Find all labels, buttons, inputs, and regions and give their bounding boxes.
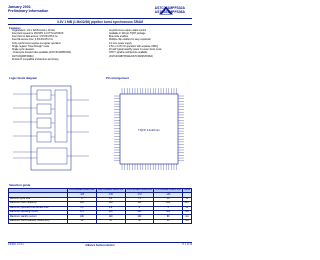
table-cell: 166: [68, 202, 97, 206]
table-cell: 475: [68, 210, 97, 214]
speed-grade-header: -166: [68, 193, 97, 197]
table-cell: 425: [125, 210, 154, 214]
table-cell: 100: [154, 202, 183, 206]
table-cell: ns: [183, 197, 192, 201]
feature-left-item: Fast OE access time: 3.5/3.8/4.0/5.0 ns: [12, 39, 53, 42]
table-cell: 110: [96, 215, 125, 219]
table-cell: mA: [183, 215, 192, 219]
table-cell: 30: [125, 219, 154, 223]
part-number-36a: AS7C331MPFS36A: [154, 10, 185, 14]
table-cell: MHz: [183, 202, 192, 206]
footer-rule: [8, 242, 192, 243]
features-list-right: [106, 30, 197, 59]
table-cell: 450: [96, 210, 125, 214]
feature-left-item: Pentium® compatible architecture and timing: [12, 58, 59, 61]
feature-left-item: Fast clock to data access: 3.5/3.8/4.0/5.0 ns: [12, 36, 58, 38]
header-block: [8, 5, 48, 14]
document-subtitle: 3.3V 1 MB (1 Mx32/36) pipeline burst synchronous SRAM: [56, 19, 144, 24]
table-cell: 6: [68, 197, 97, 201]
row-label: Maximum clock frequency: [9, 202, 68, 206]
footer-page: P. 1 of 19: [182, 243, 192, 246]
table-cell: 7.5: [125, 197, 154, 201]
row-label: Maximum CMOS standby current (DC): [9, 219, 68, 223]
table-cell: 30: [68, 219, 97, 223]
feature-right-item: 2.5V or 3.3V I/O operation with separate VDDQ: [109, 45, 158, 48]
chip-package-label: TQFP 14x20mm: [138, 128, 160, 132]
feature-right-item: Asynchronous output enable control: [109, 29, 147, 32]
pin-arrangement-title: Pin arrangement: [106, 76, 129, 80]
table-cell: 30: [96, 219, 125, 223]
feature-right-item: (AS7C331MNTD32A/AS7C331MNTD36A): [109, 55, 153, 58]
features-heading: Features: [9, 25, 21, 30]
feature-left-item: Fast clock speeds to 166 MHz in LVTTL/LVCMOS: [12, 32, 64, 35]
features-list-left: [9, 30, 100, 63]
table-cell: 10: [154, 197, 183, 201]
table-cell: 325: [154, 210, 183, 214]
feature-right-item: Available in 100-pin TQFP package: [109, 32, 146, 35]
logic-block-diagram: [9, 80, 93, 178]
table-cell: 90: [154, 215, 183, 219]
feature-right-item: Byte write enables: [109, 36, 129, 38]
feature-right-item: 30 mW typical standby power in power down mode: [109, 49, 162, 51]
feature-right-item: NTD™ pipeline architecture available: [109, 52, 148, 55]
table-cell: 3.8: [96, 206, 125, 210]
column-header: AS7C331MPFS32A-100: [155, 189, 181, 192]
table-cell: 150: [96, 202, 125, 206]
document-date: January 2001: [8, 5, 31, 9]
speed-grade-header: -100: [154, 193, 183, 197]
feature-left-item: Single register "Flow-through" mode: [12, 45, 50, 48]
table-cell: 3.5: [68, 206, 97, 210]
table-cell: 30: [154, 219, 183, 223]
table-cell: 4: [125, 206, 154, 210]
table-cell: 5: [154, 206, 183, 210]
document-status: Preliminary Information: [8, 9, 49, 14]
column-header: AS7C331MPFS32A-150: [98, 189, 124, 192]
logic-diagram-title: Logic block diagram: [9, 76, 38, 80]
footer-version: 1/24/01; v.0.9.1: [8, 243, 24, 246]
table-cell: 130: [68, 215, 97, 219]
feature-right-item: Multiple chip enables for easy expansion: [109, 39, 151, 42]
table-cell: 133: [125, 202, 154, 206]
row-label: Maximum standby current: [9, 215, 68, 219]
table-row: [9, 219, 192, 223]
speed-grade-header: -150: [96, 193, 125, 197]
column-header: AS7C331MPFS32A-133: [126, 189, 152, 192]
part-numbers: [127, 6, 185, 14]
table-cell: ns: [183, 206, 192, 210]
column-header: Units: [184, 189, 190, 192]
feature-left-item: Fully synchronous register-to-register operation: [12, 42, 61, 45]
feature-right-item: 3.3 core power supply: [109, 42, 132, 45]
column-header: AS7C331MPFS32A-166: [69, 189, 95, 192]
selection-guide-title: Selection guide: [9, 183, 31, 187]
table-cell: mA: [183, 210, 192, 214]
row-label: Maximum pipelined clock access time: [9, 206, 68, 210]
selection-guide-table: [8, 188, 192, 224]
row-label: Maximum operating current: [9, 210, 68, 214]
table-cell: 100: [125, 215, 154, 219]
table-cell: mA: [183, 219, 192, 223]
feature-left-item: AS7C331MPFD36A): [12, 55, 34, 58]
speed-grade-header: -133: [125, 193, 154, 197]
pin-arrangement-diagram: [106, 80, 192, 178]
table-cell: 6.6: [96, 197, 125, 201]
footer-company: Alliance Semiconductor: [85, 243, 115, 247]
part-number-32a: AS7C331MPFS32A: [154, 6, 185, 10]
row-label: Minimum cycle time: [9, 197, 68, 201]
feature-left-item: - Dual-cycle deselect also available (AS7C331MPFD32A/: [12, 52, 72, 55]
subtitle-rule: [8, 24, 192, 25]
feature-left-item: Single-cycle deselect: [12, 49, 34, 51]
feature-left-item: Organization: 1 M x 32/36 words x 36 bits: [12, 29, 55, 32]
